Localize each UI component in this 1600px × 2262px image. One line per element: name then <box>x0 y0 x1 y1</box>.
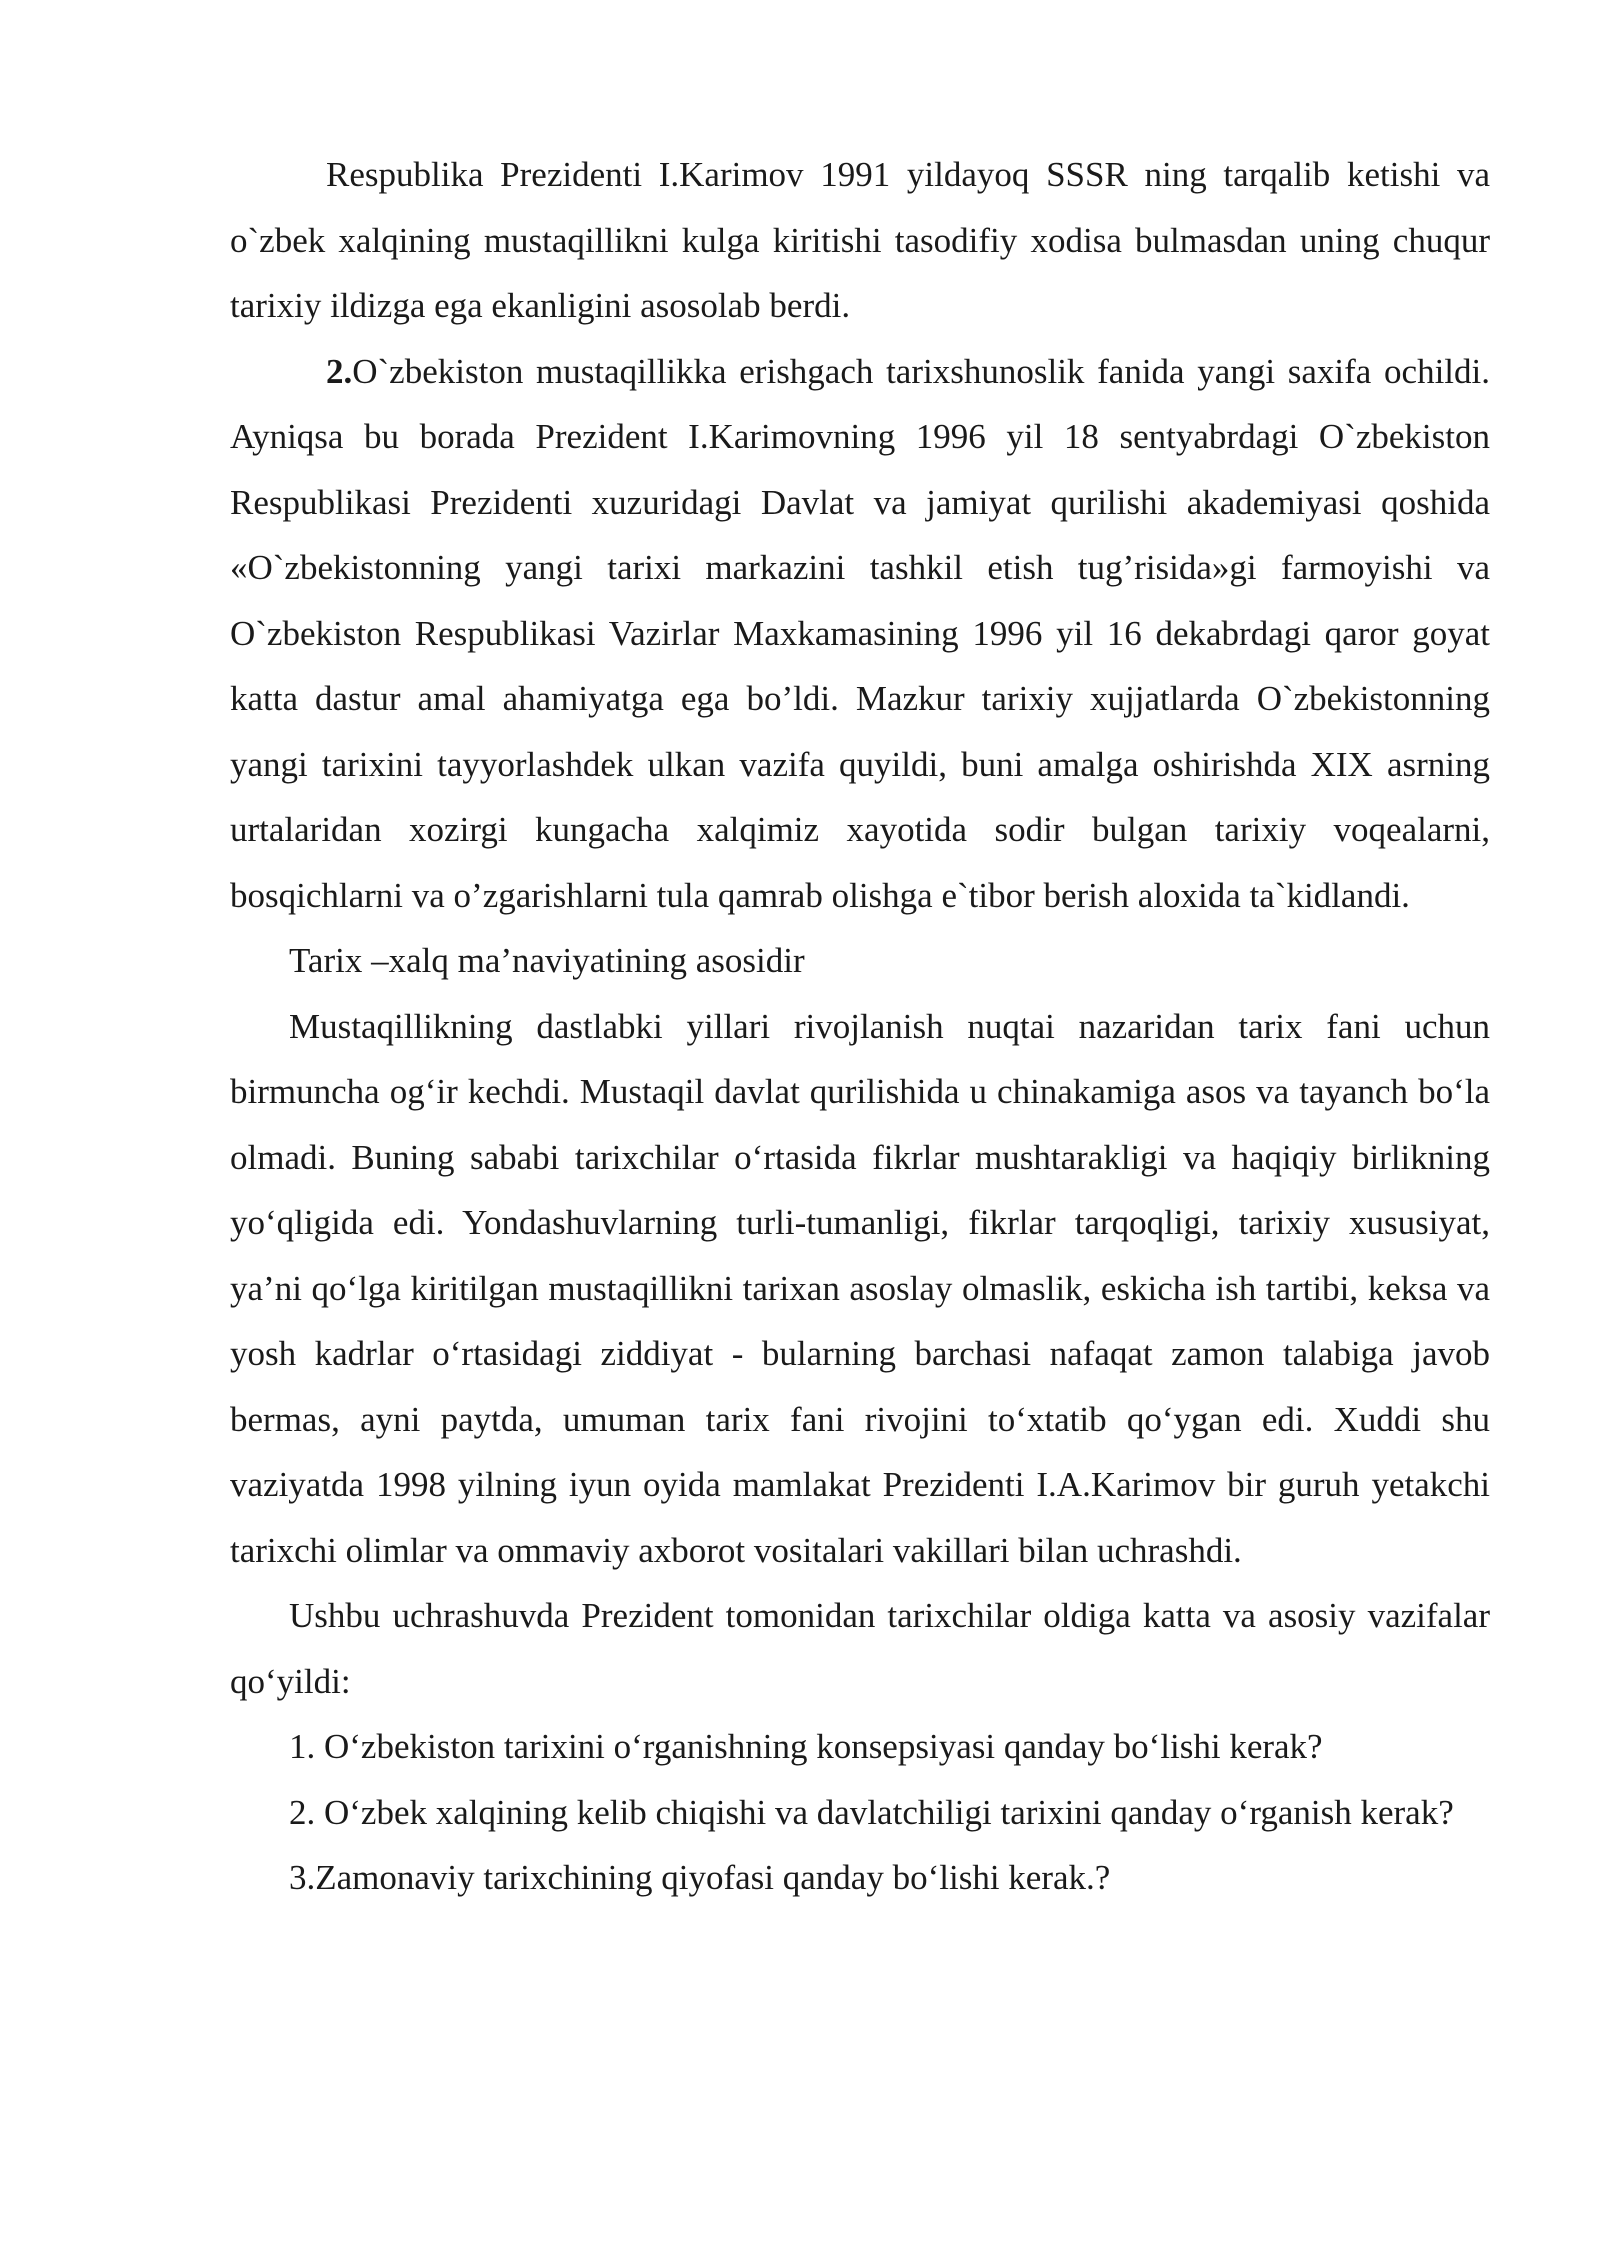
paragraph-number: 2. <box>326 351 353 391</box>
paragraph-president-karimov-1991: Respublika Prezidenti I.Karimov 1991 yildayoq SSSR ning tarqalib ketishi va o`zbek xalqining mustaqillikni kulga kiritishi tasodifiy xodisa bulmasdan uning chuqur tarixiy ildizga ega ekanligini asosolab berdi. <box>230 155 1490 325</box>
paragraph-independence-historiography <box>230 339 1490 929</box>
question-item-2: 2. O‘zbek xalqining kelib chiqishi va davlatchiligi tarixini qanday o‘rganish kerak? <box>289 1792 1454 1832</box>
question-item-3: 3.Zamonaviy tarixchining qiyofasi qanday bo‘lishi kerak.? <box>289 1858 1111 1897</box>
question-item-1: 1. O‘zbekiston tarixini o‘rganishning konsepsiyasi qanday bo‘lishi kerak? <box>289 1727 1323 1766</box>
document-page <box>230 142 1490 1911</box>
section-heading: Tarix –xalq ma’naviyatining asosidir <box>289 941 805 980</box>
paragraph-early-independence-years: Mustaqillikning dastlabki yillari rivojlanish nuqtai nazaridan tarix fani uchun birmuncha og‘ir kechdi. Mustaqil davlat qurilishida u chinakamiga asos va tayanch bo‘la olmadi. Buning sababi tarixchilar o‘rtasida fikrlar mushtarakligi va haqiqiy birlikning yo‘qligida edi. Yondashuvlarning turli-tumanligi, fikrlar tarqoqligi, tarixiy xususiyat, ya’ni qo‘lga kiritilgan mustaqillikni tarixan asoslay olmaslik, eskicha ish tartibi, keksa va yosh kadrlar o‘rtasidagi ziddiyat - bularning barchasi nafaqat zamon talabiga javob bermas, ayni paytda, umuman tarix fani rivojini to‘xtatib qo‘ygan edi. Xuddi shu vaziyatda 1998 yilning iyun oyida mamlakat Prezidenti I.A.Karimov bir guruh yetakchi tarixchi olimlar va ommaviy axborot vositalari vakillari bilan uchrashdi. <box>230 1006 1490 1570</box>
paragraph-text: O`zbekiston mustaqillikka erishgach tarixshunoslik fanida yangi saxifa ochildi. Ayniqsa bu borada Prezident I.Karimovning 1996 yil 18 sentyabrdagi O`zbekiston Respublikasi Prezidenti xuzuridagi Davlat va jamiyat qurilishi akademiyasi qoshida «O`zbekistonning yangi tarixi markazini tashkil etish tug’risida»gi farmoyishi va O`zbekiston Respublikasi Vazirlar Maxkamasining 1996 yil 16 dekabrdagi qaror goyat katta dastur amal ahamiyatga ega bo’ldi. Mazkur tarixiy xujjatlarda O`zbekistonning yangi tarixini tayyorlashdek ulkan vazifa quyildi, buni amalga oshirishda XIX asrning urtalaridan xozirgi kungacha xalqimiz xayotida sodir bulgan tarixiy voqealarni, bosqichlarni va o’zgarishlarni tula qamrab olishga e`tibor berish aloxida ta`kidlandi. <box>230 351 1490 915</box>
paragraph-meeting-tasks: Ushbu uchrashuvda Prezident tomonidan tarixchilar oldiga katta va asosiy vazifalar qo‘yildi: <box>230 1596 1490 1701</box>
